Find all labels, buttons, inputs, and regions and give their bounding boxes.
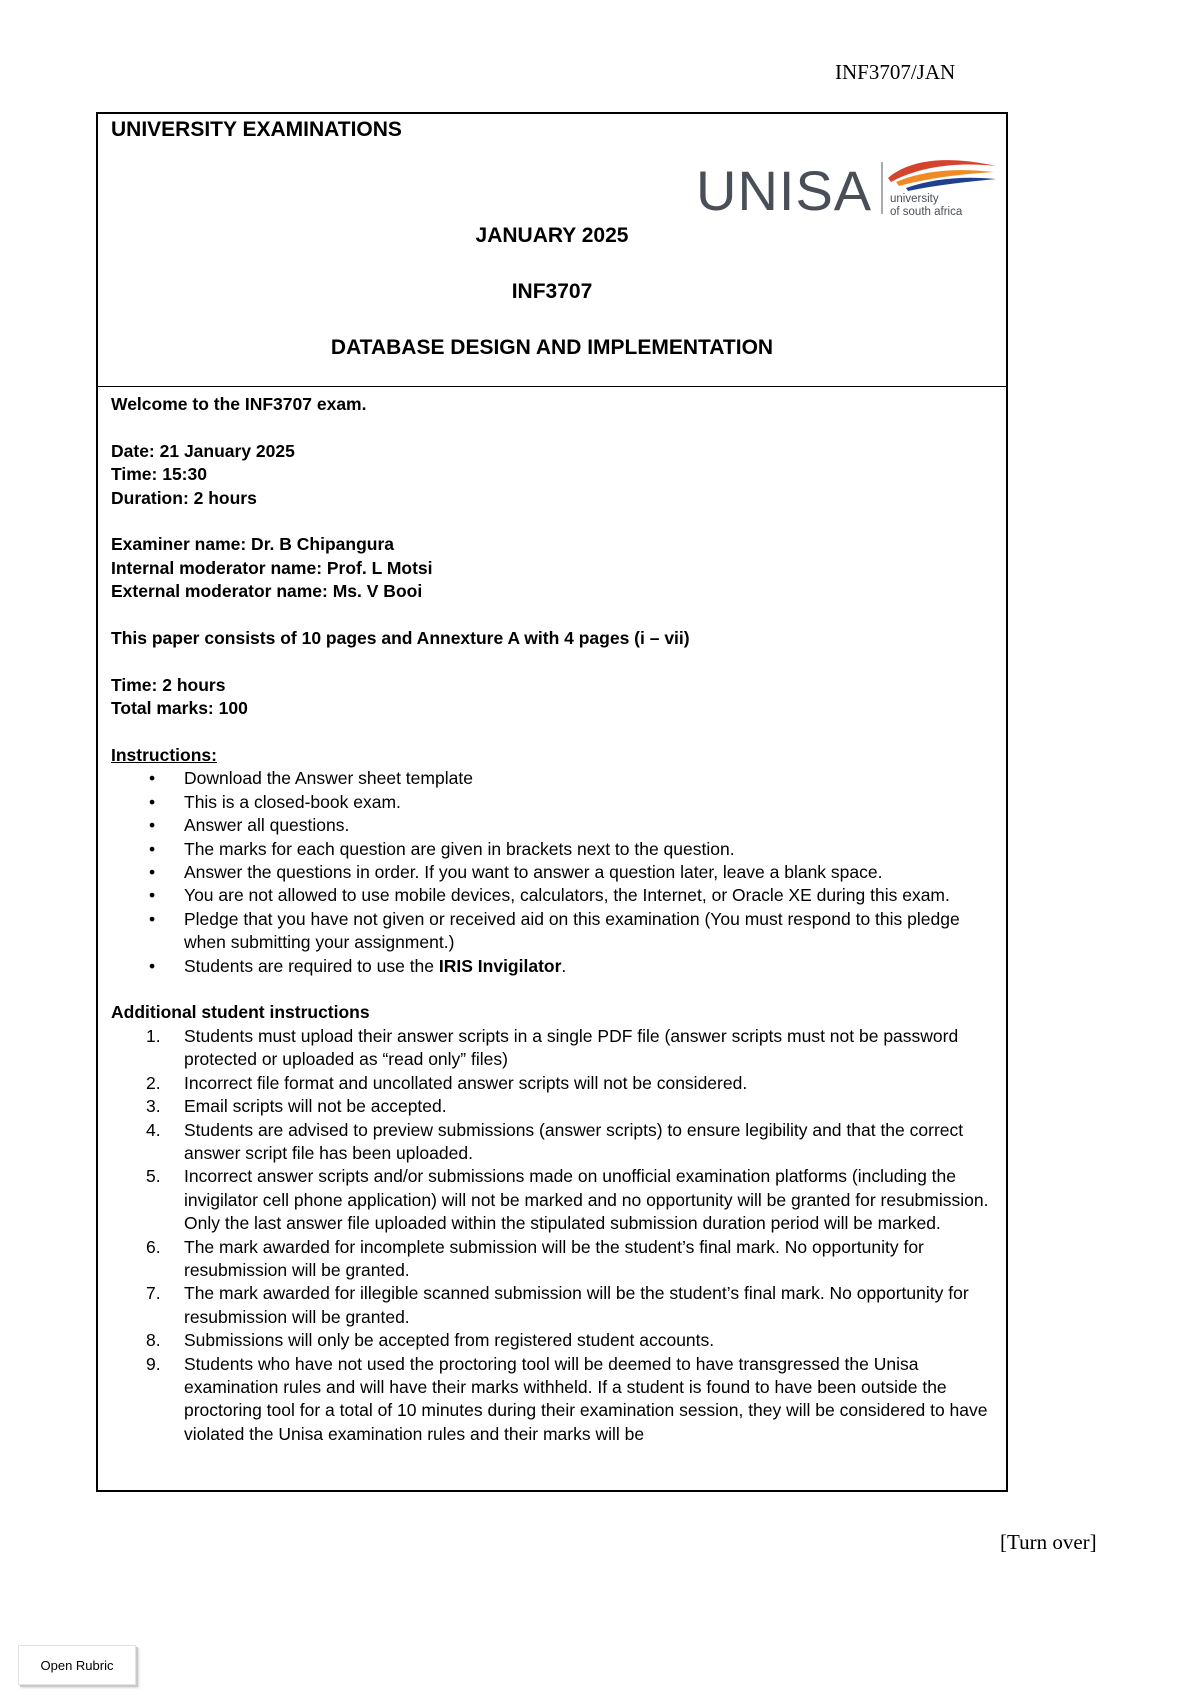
list-item: • You are not allowed to use mobile devices, calculators, the Internet, or Oracle XE during this exam. (149, 885, 950, 906)
internal-moderator-name: Internal moderator name: Prof. L Motsi (111, 557, 433, 578)
list-item: • This is a closed-book exam. (149, 791, 401, 812)
page-code: INF3707/JAN (835, 60, 956, 84)
list-item: 7. The mark awarded for illegible scanned submission will be the student’s final mark. No opportunity for resubmission will be granted. (146, 1283, 969, 1327)
list-item: 1. Students must upload their answer scripts in a single PDF file (answer scripts must not be password protected or uploaded as “read only” files) (146, 1025, 959, 1070)
course-code: INF3707 (511, 280, 593, 303)
list-item: • Pledge that you have not given or received aid on this examination (You must respond to this pledge when submitting your assignment.) (149, 908, 960, 953)
exam-duration: Duration: 2 hours (111, 487, 257, 508)
exam-header-cell (98, 114, 1006, 387)
instructions-heading: Instructions: (111, 745, 217, 766)
paper-pages-info: This paper consists of 10 pages and Annexture A with 4 pages (i – vii) (111, 628, 690, 649)
list-item: 9. Students who have not used the proctoring tool will be deemed to have transgressed the Unisa examination rules and will have their marks withheld. If a student is found to have been outside the proctoring tool for a total of 10 minutes during their examination session, they will be considered to have violated the Unisa examination rules and their marks will be (146, 1353, 988, 1444)
additional-instructions-list (111, 1025, 993, 1446)
exam-time: Time: 15:30 (111, 464, 207, 485)
list-item: • Answer the questions in order. If you want to answer a question later, leave a blank space. (149, 862, 883, 883)
logo-sub-line-1: university (890, 193, 939, 205)
list-item: 6. The mark awarded for incomplete submission will be the student’s final mark. No opportunity for resubmission will be granted. (146, 1236, 924, 1280)
welcome-text: Welcome to the INF3707 exam. (111, 394, 367, 414)
exam-date: Date: 21 January 2025 (111, 440, 295, 461)
instructions-list (111, 767, 993, 978)
list-item: 8. Submissions will only be accepted from registered student accounts. (146, 1330, 715, 1351)
iris-invigilator-emphasis: IRIS Invigilator (438, 955, 562, 976)
logo-wordmark: UNISA (696, 159, 873, 222)
additional-instructions-heading: Additional student instructions (111, 1002, 370, 1023)
exam-month-year: JANUARY 2025 (475, 224, 629, 247)
list-item: • Download the Answer sheet template (149, 768, 473, 789)
logo-sub-line-2: of south africa (890, 206, 963, 218)
exam-details-cell (98, 387, 1006, 1446)
external-moderator-name: External moderator name: Ms. V Booi (111, 581, 423, 602)
list-item: 2. Incorrect file format and uncollated answer scripts will not be considered. (146, 1072, 748, 1093)
total-marks: Total marks: 100 (111, 698, 248, 719)
list-item: 5. Incorrect answer scripts and/or submissions made on unofficial examination platforms (including the invigilator cell phone application) will not be marked and no opportunity will be granted for resubmission. Only the last answer file uploaded within the stipulated submission duration period will be marked. (146, 1166, 989, 1234)
list-item: • Answer all questions. (149, 815, 350, 836)
turn-over-note: [Turn over] (1000, 1530, 1097, 1554)
list-item: • The marks for each question are given in brackets next to the question. (149, 838, 735, 859)
exam-time-total: Time: 2 hours (111, 674, 226, 695)
university-examinations-title: UNIVERSITY EXAMINATIONS (111, 118, 402, 141)
exam-cover-box (96, 112, 1008, 1492)
course-title: DATABASE DESIGN AND IMPLEMENTATION (330, 336, 774, 359)
list-item: 3. Email scripts will not be accepted. (146, 1096, 447, 1117)
unisa-logo (696, 152, 998, 228)
open-rubric-button[interactable]: Open Rubric (18, 1645, 136, 1685)
examiner-name: Examiner name: Dr. B Chipangura (111, 534, 394, 555)
list-item: • Students are required to use the IRIS Invigilator. (149, 955, 567, 976)
list-item: 4. Students are advised to preview submissions (answer scripts) to ensure legibility and that the correct answer script file has been uploaded. (146, 1119, 964, 1163)
